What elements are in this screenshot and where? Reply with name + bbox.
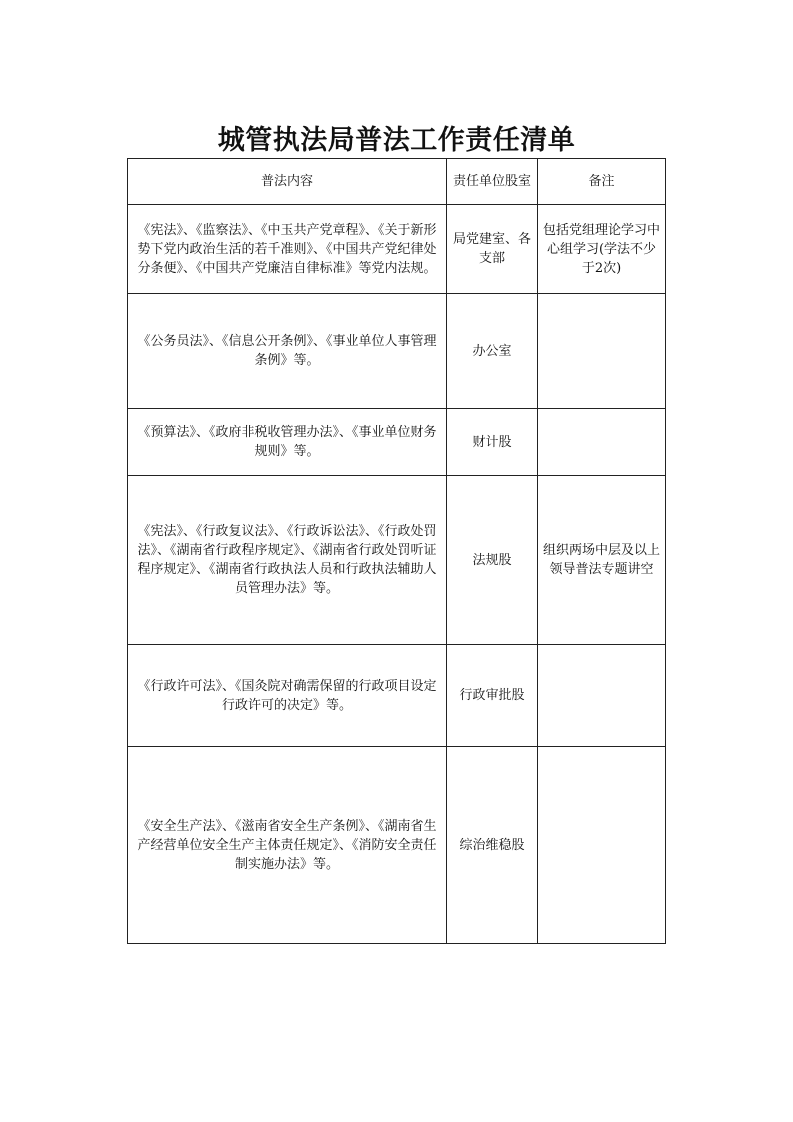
table-row xyxy=(128,747,666,944)
responsibility-table xyxy=(127,158,666,944)
content-cell: 《宪法》、《行政复议法》、《行政诉讼法》、《行政处罚法》、《湖南省行政程序规定》、《湖南省行政处罚听证程序规定》、《湖南省行政执法人员和行政执法辅助人员管理办法》等。 xyxy=(128,476,447,645)
content-cell: 《行政许可法》、《国灸院对确需保留的行政项目设定行政许可的决定》等。 xyxy=(128,645,447,747)
note-cell xyxy=(538,409,666,476)
content-cell: 《预算法》、《政府非税收管理办法》、《事业单位财务规则》等。 xyxy=(128,409,447,476)
table-row xyxy=(128,645,666,747)
unit-cell: 办公室 xyxy=(447,294,538,409)
note-cell xyxy=(538,645,666,747)
table-row xyxy=(128,409,666,476)
page-title: 城管执法局普法工作责任清单 xyxy=(217,125,576,156)
note-cell: 包括党组理论学习中心组学习(学法不少于2次) xyxy=(538,205,666,294)
content-cell: 《宪法》、《监察法》、《中玉共产党章程》、《关于新形势下党内政治生活的若千准则》、《中国共产党纪律处分条便》、《中国共产党廉洁自律标准》等党内法规。 xyxy=(128,205,447,294)
table-row xyxy=(128,205,666,294)
content-cell: 《公务员法》、《信息公开条例》、《事业单位人事管理条例》等。 xyxy=(128,294,447,409)
note-cell: 组织两场中层及以上领导普法专题讲空 xyxy=(538,476,666,645)
header-note: 备注 xyxy=(538,159,666,205)
unit-cell: 综治维稳股 xyxy=(447,747,538,944)
table-header-row xyxy=(128,159,666,205)
unit-cell: 行政审批股 xyxy=(447,645,538,747)
note-cell xyxy=(538,294,666,409)
table-row xyxy=(128,476,666,645)
header-content: 普法内容 xyxy=(128,159,447,205)
header-unit: 责任单位股室 xyxy=(447,159,538,205)
unit-cell: 法规股 xyxy=(447,476,538,645)
table-row xyxy=(128,294,666,409)
note-cell xyxy=(538,747,666,944)
unit-cell: 局党建室、各支部 xyxy=(447,205,538,294)
unit-cell: 财计股 xyxy=(447,409,538,476)
content-cell: 《安全生产法》、《滋南省安全生产条例》、《湖南省生产经营单位安全生产主体责任规定》、《消防安全责任制实施办法》等。 xyxy=(128,747,447,944)
